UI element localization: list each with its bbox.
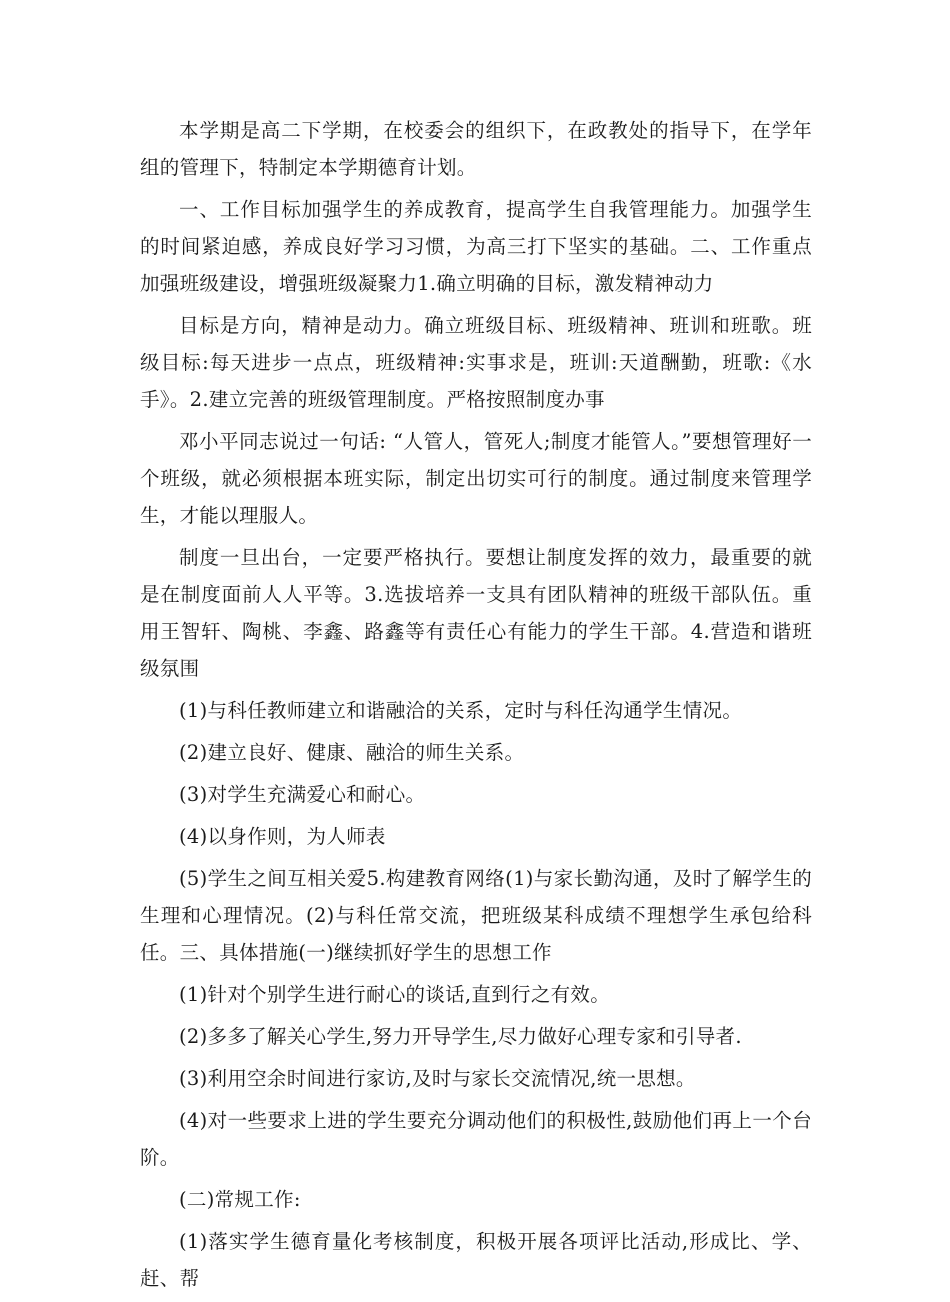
document-body bbox=[140, 112, 812, 1302]
list-item: (4)以身作则，为人师表 bbox=[179, 825, 386, 848]
list-item: (1)针对个别学生进行耐心的谈话,直到行之有效。 bbox=[179, 983, 611, 1006]
section-heading: (二)常规工作: bbox=[179, 1188, 301, 1211]
list-item: (2)建立良好、健康、融洽的师生关系。 bbox=[179, 741, 525, 764]
list-item: (4)对一些要求上进的学生要充分调动他们的积极性,鼓励他们再上一个台阶。 bbox=[140, 1109, 812, 1169]
paragraph-quote: 邓小平同志说过一句话: “人管人，管死人;制度才能管人。”要想管理好一个班级，就必须根据本班实际，制定出切实可行的制度。通过制度来管理学生，才能以理服人。 bbox=[140, 430, 812, 527]
list-item: (2)多多了解关心学生,努力开导学生,尽力做好心理专家和引导者. bbox=[179, 1025, 742, 1048]
list-item: (3)利用空余时间进行家访,及时与家长交流情况,统一思想。 bbox=[179, 1067, 696, 1090]
paragraph-rules: 制度一旦出台，一定要严格执行。要想让制度发挥的效力，最重要的就是在制度面前人人平等。3.选拔培养一支具有团队精神的班级干部队伍。重用王智轩、陶桃、李鑫、路鑫等有责任心有能力的学生干部。4.营造和谐班级氛围 bbox=[140, 546, 812, 680]
list-item: (3)对学生充满爱心和耐心。 bbox=[179, 783, 426, 806]
list-item: (1)与科任教师建立和谐融洽的关系，定时与科任沟通学生情况。 bbox=[179, 699, 743, 722]
paragraph-goals: 一、工作目标加强学生的养成教育，提高学生自我管理能力。加强学生的时间紧迫感，养成良好学习习惯，为高三打下坚实的基础。二、工作重点加强班级建设，增强班级凝聚力1.确立明确的目标，激发精神动力 bbox=[140, 198, 812, 295]
paragraph-intro: 本学期是高二下学期，在校委会的组织下，在政教处的指导下，在学年组的管理下，特制定本学期德育计划。 bbox=[140, 119, 812, 179]
paragraph-network: (5)学生之间互相关爱5.构建教育网络(1)与家长勤沟通，及时了解学生的生理和心理情况。(2)与科任常交流，把班级某科成绩不理想学生承包给科任。三、具体措施(一)继续抓好学生的思想工作 bbox=[140, 867, 812, 964]
list-item: (1)落实学生德育量化考核制度，积极开展各项评比活动,形成比、学、赶、帮 bbox=[140, 1230, 812, 1290]
paragraph-class-goals: 目标是方向，精神是动力。确立班级目标、班级精神、班训和班歌。班级目标:每天进步一点点，班级精神:实事求是，班训:天道酬勤，班歌:《水手》。2.建立完善的班级管理制度。严格按照制度办事 bbox=[140, 314, 812, 411]
